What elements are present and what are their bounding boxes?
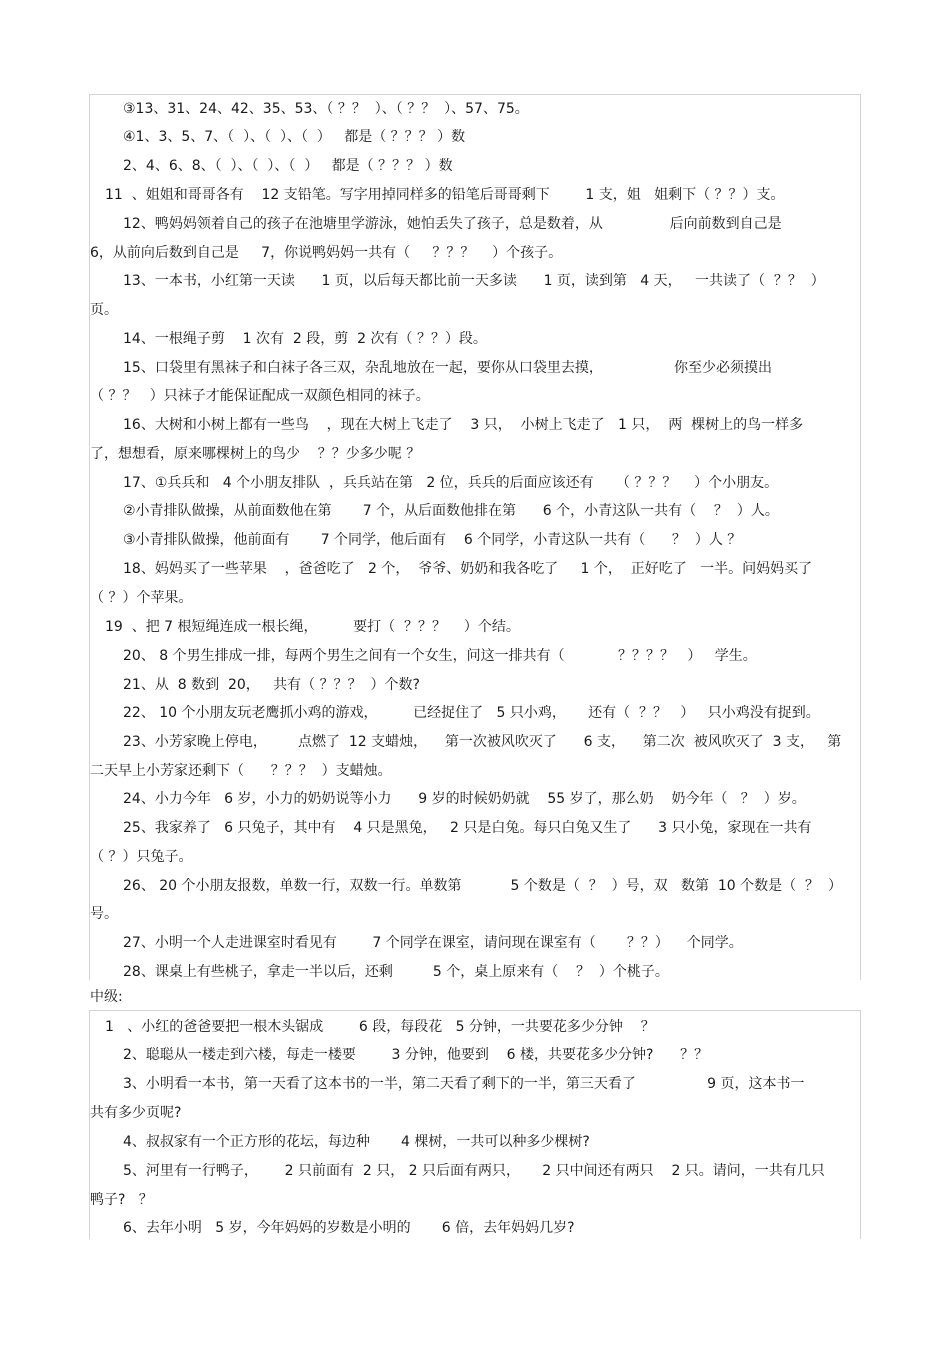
problem-line: （ ？）只兔子。 (90, 849, 193, 865)
problem-line: 6、去年小明 5 岁，今年妈妈的岁数是小明的 6 倍，去年妈妈几岁? (123, 1220, 575, 1236)
problem-line: 21、从 8 数到 20， 共有（ ？？？ ）个数? (123, 677, 420, 693)
problem-line: （ ？）个苹果。 (90, 590, 193, 606)
problem-line: 22、 10 个小朋友玩老鹰抓小鸡的游戏， 已经捉住了 5 只小鸡， 还有（ ？？ ） 只小鸡没有捉到。 (123, 705, 820, 721)
problem-line: 了，想想看，原来哪棵树上的鸟少 ？？少多少呢 ？ (90, 446, 421, 462)
problem-line: 16、大树和小树上都有一些鸟 ，现在大树上飞走了 3 只， 小树上飞走了 1 只， 两 棵树上的鸟一样多 (123, 417, 804, 433)
problem-line: 鸭子? ？ (90, 1192, 153, 1208)
problem-line: 25、我家养了 6 只兔子，其中有 4 只是黑兔， 2 只是白兔。每只白兔又生了 3 只小兔，家现在一共有 (123, 820, 812, 836)
problem-line: 2、4、6、8、（ ）、（ ）、（ ） 都是（ ？？？ ）数 (123, 158, 453, 174)
problem-line: 15、口袋里有黑袜子和白袜子各三双，杂乱地放在一起，要你从口袋里去摸， 你至少必须摸出 (123, 360, 773, 376)
problem-line: ④1、3、5、7、（ ）、（ ）、（ ） 都是（ ？？？ ）数 (123, 129, 466, 145)
problem-line: 27、小明一个人走进课室时看见有 7 个同学在课室，请问现在课室有（ ？？） 个同学。 (123, 935, 743, 951)
problem-line: 26、 20 个小朋友报数，单数一行，双数一行。单数第 5 个数是（ ？ ）号，双 数第 10 个数是（ ？ ） (123, 878, 842, 894)
problem-line: 23、小芳家晚上停电， 点燃了 12 支蜡烛， 第一次被风吹灭了 6 支， 第二次 被风吹灭了 3 支， 第 (123, 734, 842, 750)
problem-line: 20、 8 个男生排成一排，每两个男生之间有一个女生，问这一排共有（ ？？？？ ） 学生。 (123, 648, 757, 664)
problem-line: 2、聪聪从一楼走到六楼，每走一楼要 3 分钟，他要到 6 楼，共要花多少分钟? ？？ (123, 1047, 709, 1063)
problem-line: 14、一根绳子剪 1 次有 2 段，剪 2 次有（ ？？）段。 (123, 331, 487, 347)
problem-line: 24、小力今年 6 岁，小力的奶奶说等小力 9 岁的时候奶奶就 55 岁了，那么奶 奶今年（ ？ ）岁。 (123, 791, 806, 807)
problem-line: 6，从前向后数到自己是 7，你说鸭妈妈一共有（ ？？？ ）个孩子。 (90, 245, 563, 261)
problem-line: ③小青排队做操，他前面有 7 个同学，他后面有 6 个同学，小青这队一共有（ ？ ）人 ？ (123, 532, 742, 548)
problem-line: 4、叔叔家有一个正方形的花坛，每边种 4 棵树，一共可以种多少棵树? (123, 1134, 590, 1150)
problem-line: 18、妈妈买了一些苹果 ，爸爸吃了 2 个， 爷爷、奶奶和我各吃了 1 个， 正好吃了 一半。问妈妈买了 (123, 561, 813, 577)
problem-line: （ ？？ ）只袜子才能保证配成一双颜色相同的袜子。 (90, 388, 430, 404)
problem-line: 3、小明看一本书，第一天看了这本书的一半，第二天看了剩下的一半，第三天看了 9 页，这本书一 (123, 1076, 805, 1092)
problem-line: 共有多少页呢? (90, 1105, 182, 1121)
problem-line: 13、一本书，小红第一天读 1 页，以后每天都比前一天多读 1 页，读到第 4 天， 一共读了（ ？？ ） (123, 273, 825, 289)
problem-line: 二天早上小芳家还剩下（ ？？？ ）支蜡烛。 (90, 763, 392, 779)
problem-line: 号。 (90, 906, 118, 922)
section-heading: 中级: (90, 989, 123, 1005)
problem-line: 11 、姐姐和哥哥各有 12 支铅笔。写字用掉同样多的铅笔后哥哥剩下 1 支，姐 姐剩下（ ？？）支。 (105, 187, 785, 203)
problem-line: 1 、小红的爸爸要把一根木头锯成 6 段，每段花 5 分钟，一共要花多少分钟 ？ (105, 1019, 655, 1035)
problem-line: 12、鸭妈妈领着自己的孩子在池塘里学游泳，她怕丢失了孩子，总是数着，从 后向前数到自己是 (123, 216, 782, 232)
problem-line: 28、课桌上有些桃子，拿走一半以后，还剩 5 个，桌上原来有（ ？ ）个桃子。 (123, 964, 669, 980)
problem-line: ③13、31、24、42、35、53、（ ？？ ）、（ ？？ ）、57、75。 (123, 101, 529, 117)
problem-line: 页。 (90, 302, 118, 318)
problem-line: 5、河里有一行鸭子， 2 只前面有 2 只， 2 只后面有两只， 2 只中间还有两只 2 只。请问，一共有几只 (123, 1163, 825, 1179)
problem-line: ②小青排队做操，从前面数他在第 7 个，从后面数他排在第 6 个，小青这队一共有（ ？ ）人。 (123, 503, 779, 519)
problem-line: 19 、把 7 根短绳连成一根长绳， 要打（ ？？？ ）个结。 (105, 619, 520, 635)
problem-line: 17、①兵兵和 4 个小朋友排队 ，兵兵站在第 2 位，兵兵的后面应该还有 （ ？？？ ）个小朋友。 (123, 475, 779, 491)
